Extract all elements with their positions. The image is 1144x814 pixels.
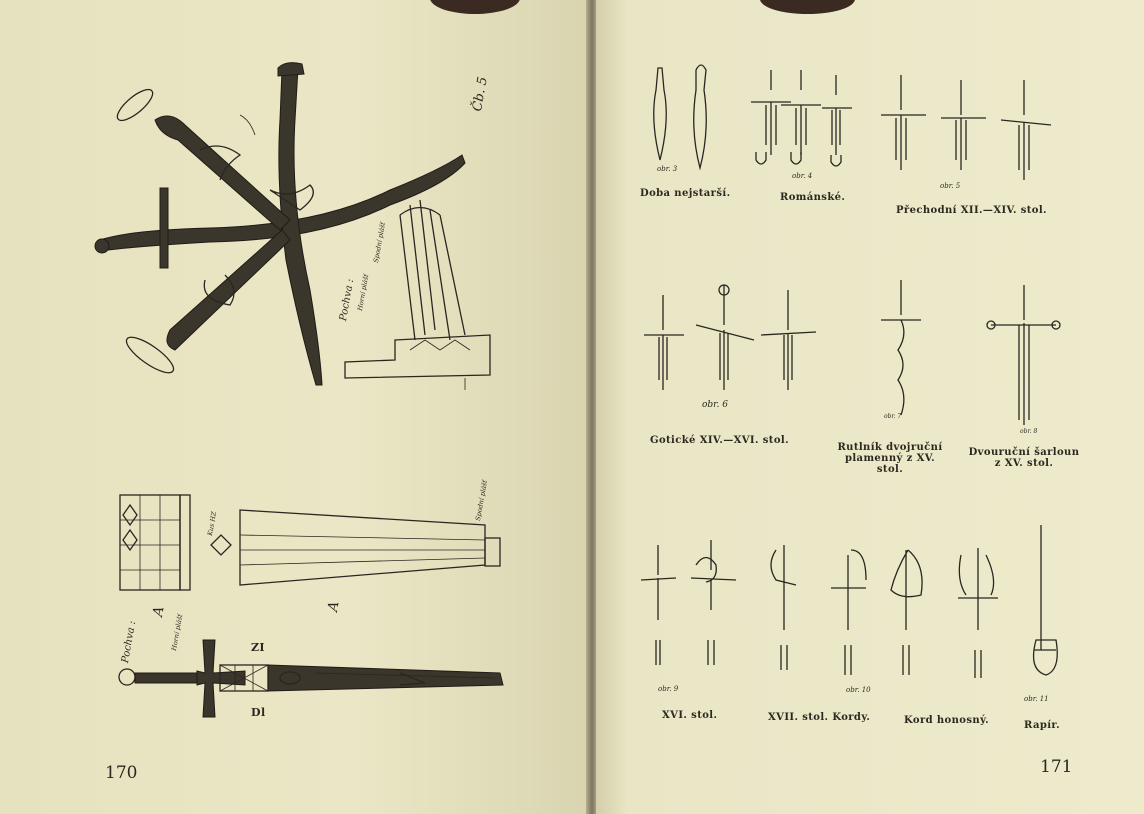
note-obr-5: obr. 5	[940, 182, 961, 190]
note-obr-10: obr. 10	[846, 686, 871, 694]
label-pochva-2: Pochva :	[120, 620, 139, 664]
note-obr-11: obr. 11	[1024, 695, 1049, 703]
note-obr-8: obr. 8	[1020, 428, 1038, 435]
label-letter-a: A	[150, 605, 168, 618]
swords-row-1	[646, 60, 1066, 190]
caption-xvii-stol-kordy: XVII. stol. Kordy.	[768, 712, 871, 723]
label-horni-plast: Horní plášť	[356, 273, 371, 312]
caption-prechodni: Přechodní XII.—XIV. stol.	[896, 205, 1047, 216]
label-letter-a2: A	[325, 600, 343, 613]
page-number-right: 171	[1040, 757, 1073, 777]
caption-doba-nejstarsi: Doba nejstarší.	[640, 188, 731, 199]
label-spodni-plast-2: Spodní plášť	[474, 479, 490, 522]
figure-label: Čb. 5	[470, 75, 491, 113]
swords-row-2	[636, 275, 1076, 435]
caption-kord-honosny: Kord honosný.	[904, 715, 990, 726]
note-obr-3: obr. 3	[657, 165, 678, 173]
label-dl: Dl	[251, 706, 266, 719]
right-page	[596, 0, 1144, 814]
caption-dvourucni: Dvouruční šarloun z XV. stol.	[968, 447, 1080, 469]
caption-xvi-stol: XVI. stol.	[662, 710, 718, 721]
caption-rapir: Rapír.	[1024, 720, 1061, 731]
note-obr-9: obr. 9	[658, 685, 679, 693]
caption-romanske: Románské.	[780, 192, 846, 203]
note-obr-4: obr. 4	[792, 172, 813, 180]
scabbard-pattern-drawing	[115, 490, 505, 620]
caption-rutlnik: Rutlník dvojruční plamenný z XV. stol.	[837, 442, 943, 475]
note-obr-6: obr. 6	[702, 400, 728, 410]
swords-row-3	[636, 520, 1076, 690]
label-spodni-plast: Spodní plášť	[372, 221, 388, 264]
label-zl: ZI	[251, 641, 265, 654]
page-number-left: 170	[105, 763, 138, 783]
label-horni-plast-2: Horní plášť	[170, 613, 185, 652]
note-obr-7: obr. 7	[884, 413, 902, 420]
caption-goticke: Gotické XIV.—XVI. stol.	[650, 435, 789, 446]
label-pochva: Pochva :	[338, 278, 357, 322]
sword-with-scabbard-drawing	[115, 635, 510, 725]
label-kus-hz: Kus HZ	[206, 510, 219, 537]
